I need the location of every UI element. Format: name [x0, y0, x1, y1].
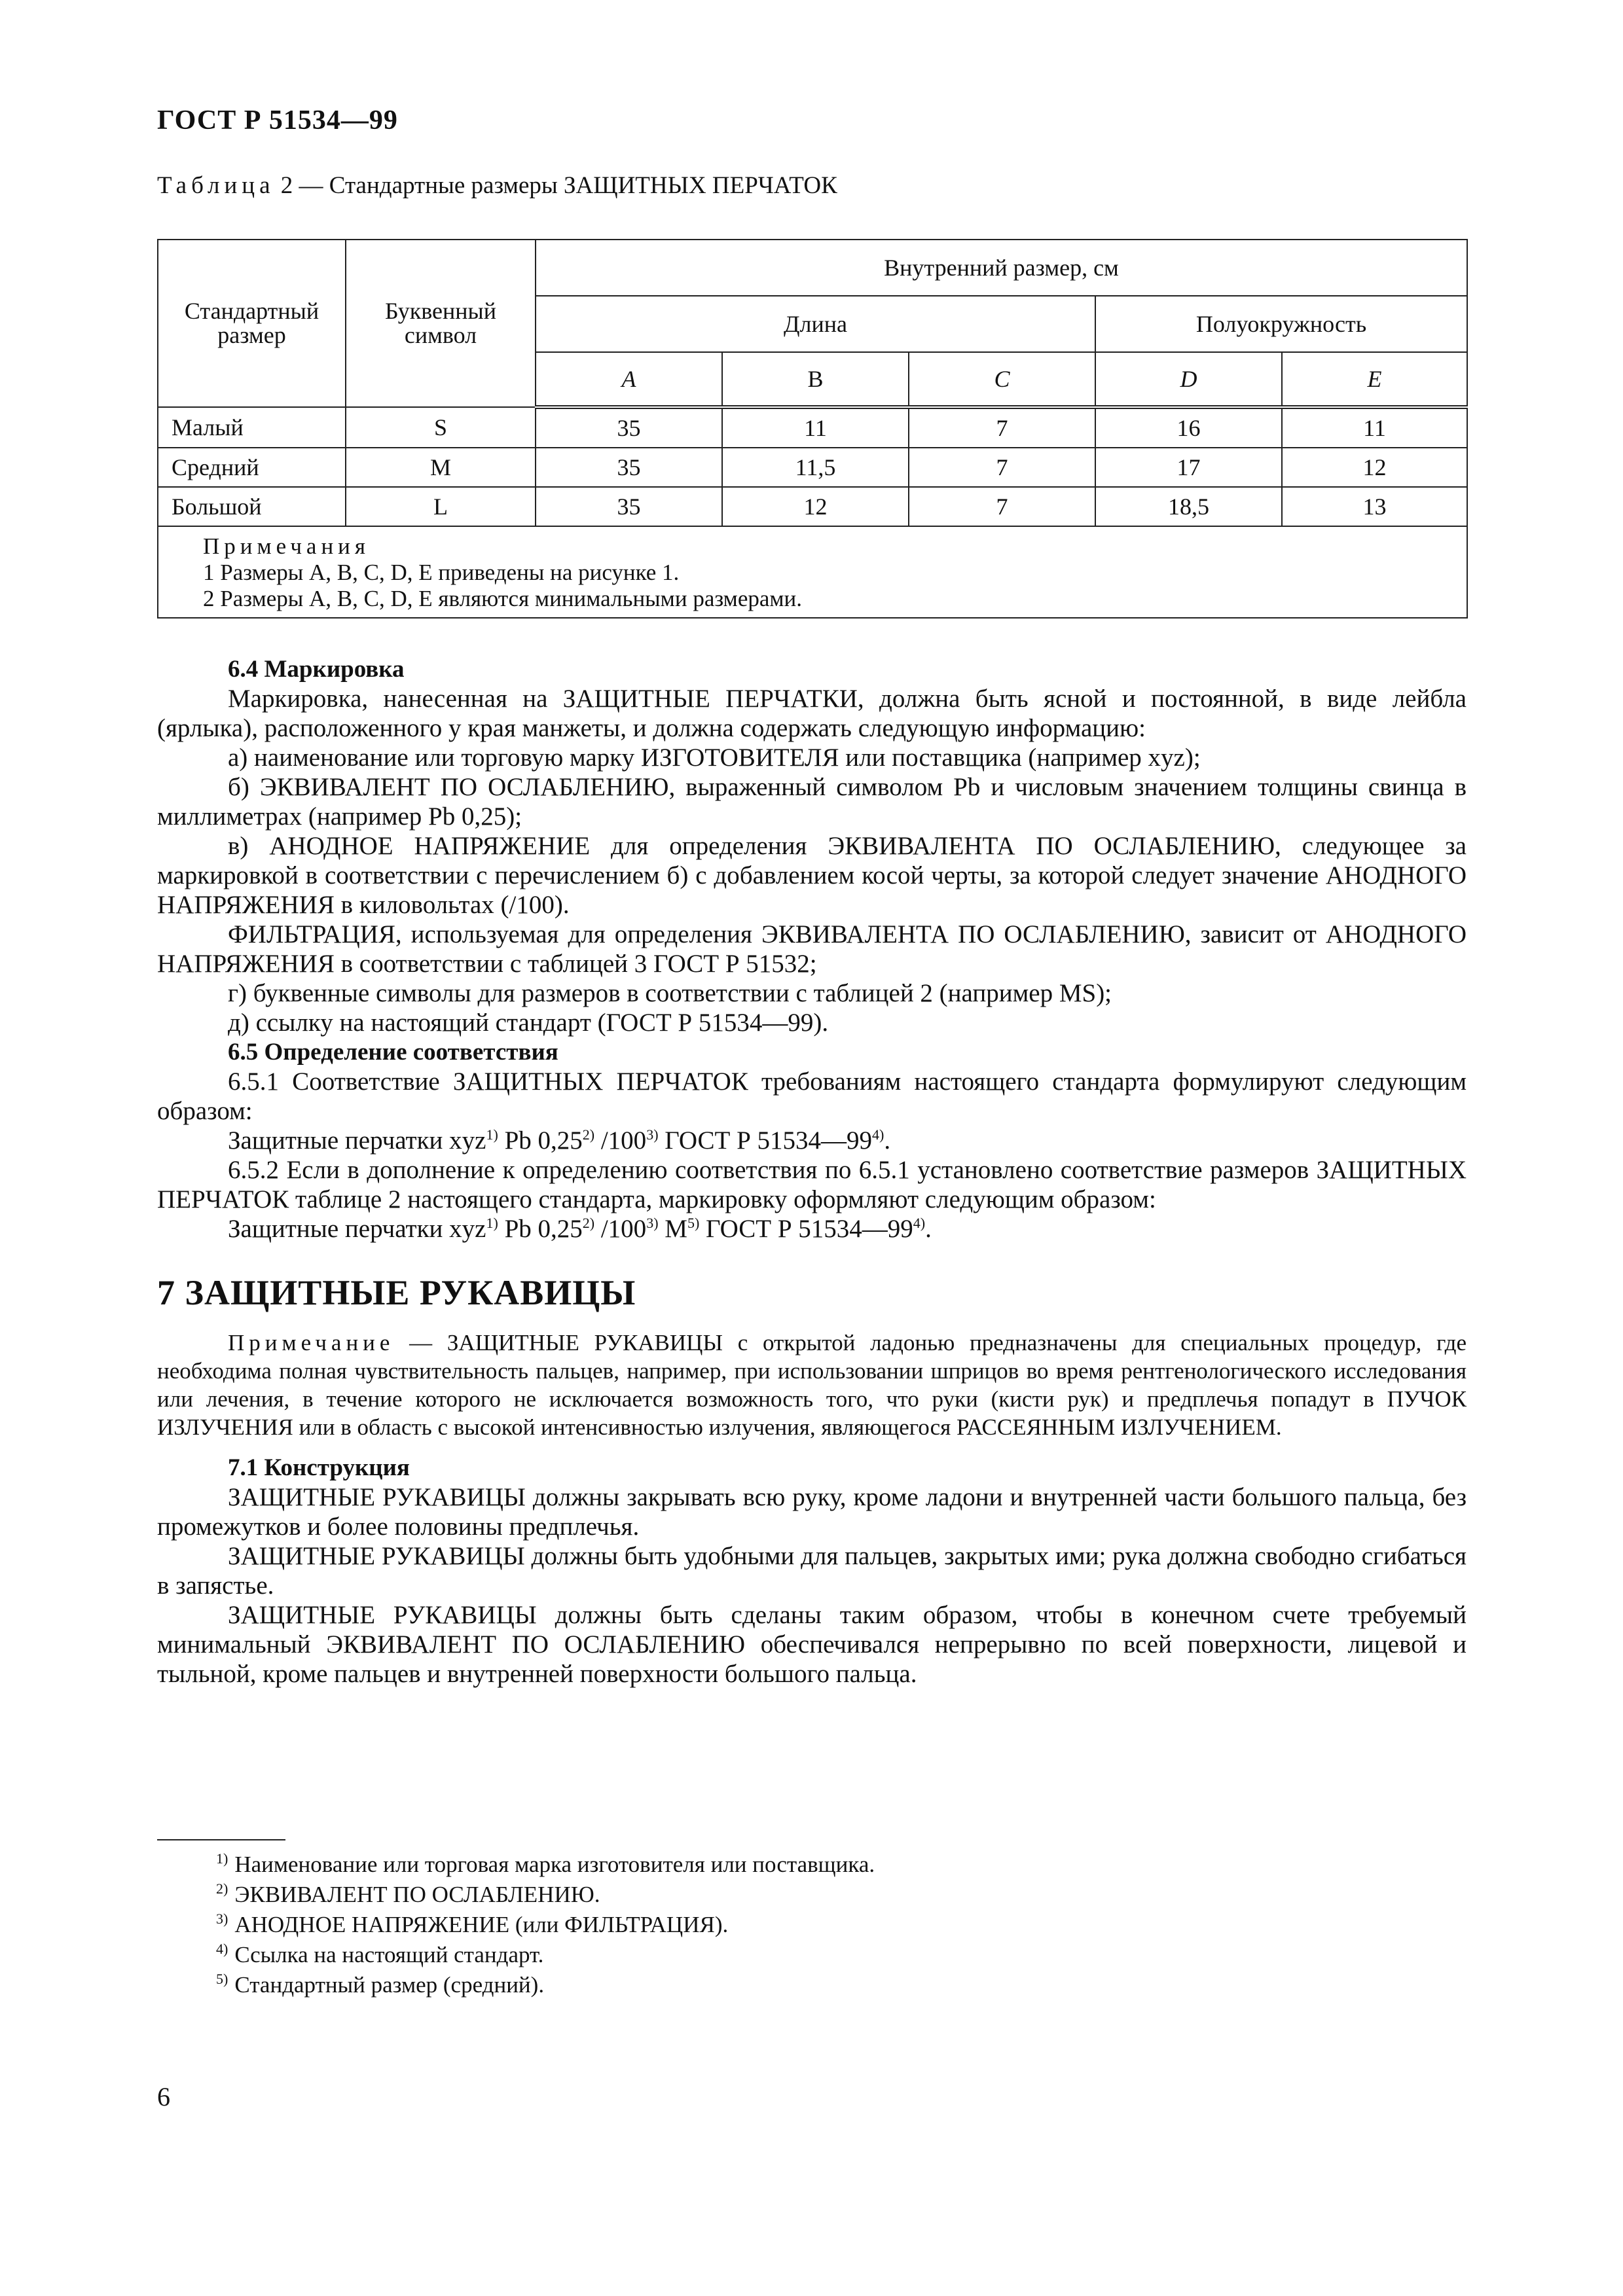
- cell-d: 18,5: [1095, 487, 1282, 526]
- col-header-length: Длина: [536, 296, 1095, 352]
- cell-size: Большой: [158, 487, 346, 526]
- cell-a: 35: [536, 407, 722, 448]
- footnote-separator: [157, 1839, 285, 1840]
- para-6-5-2: 6.5.2 Если в дополнение к определению соответствия по 6.5.1 установлено соответствие размеров ЗАЩИТНЫХ ПЕРЧАТОК таблице 2 настоящего стандарта, маркировку оформляют следующим образом:: [157, 1156, 1467, 1213]
- col-header-e: E: [1282, 352, 1467, 407]
- note-word: Примечание: [228, 1330, 395, 1355]
- cell-size: Малый: [158, 407, 346, 448]
- cell-a: 35: [536, 487, 722, 526]
- col-header-a: A: [536, 352, 722, 407]
- cell-d: 17: [1095, 448, 1282, 487]
- table-caption-text: 2 — Стандартные размеры ЗАЩИТНЫХ ПЕРЧАТОК: [280, 172, 837, 199]
- cell-e: 12: [1282, 448, 1467, 487]
- col-header-d: D: [1095, 352, 1282, 407]
- sizes-table: [157, 239, 1468, 619]
- cell-symbol: S: [346, 407, 536, 448]
- table-row: [158, 448, 1467, 487]
- cell-b: 11: [722, 407, 909, 448]
- table-notes-row: [158, 526, 1467, 618]
- footnote-4: $^{4)}$ Ссылка на настоящий стандарт.: [216, 1941, 544, 1967]
- note-2: 2 Размеры A, B, C, D, E являются минимальными размерами.: [203, 586, 803, 611]
- footnote-5: $^{5)}$ Стандартный размер (средний).: [216, 1971, 545, 1998]
- cell-c: 7: [909, 407, 1095, 448]
- cell-c: 7: [909, 487, 1095, 526]
- footnote-1: $^{1)}$ Наименование или торговая марка изготовителя или поставщика.: [216, 1850, 875, 1877]
- cell-e: 11: [1282, 407, 1467, 448]
- note-1: 1 Размеры A, B, C, D, E приведены на рисунке 1.: [203, 560, 680, 585]
- table-row: [158, 407, 1467, 448]
- cell-d: 16: [1095, 407, 1282, 448]
- col-header-symbol: Буквенный символ: [346, 240, 536, 407]
- col-header-size: Стандартный размер: [158, 240, 346, 407]
- cell-symbol: L: [346, 487, 536, 526]
- section-6-4-intro: Маркировка, нанесенная на ЗАЩИТНЫЕ ПЕРЧАТКИ, должна быть ясной и постоянной, в виде лейбла (ярлыка), расположенного у края манжеты, и должна содержать следующую информацию:: [157, 685, 1467, 742]
- section-7-1-title: 7.1 Конструкция: [228, 1454, 410, 1481]
- item-b: б) ЭКВИВАЛЕНТ ПО ОСЛАБЛЕНИЮ, выраженный символом Pb и числовым значением толщины свинца в миллиметрах (например Pb 0,25);: [157, 773, 1467, 831]
- marking-example-2: Защитные перчатки xyz$^{1)}$ Pb 0,25$^{2)}$ /100$^{3)}$ $M^{5)}$ ГОСТ Р 51534—99$^{4)}$.: [228, 1215, 932, 1243]
- section-7-note: [157, 1329, 1467, 1441]
- para-7-1-a: ЗАЩИТНЫЕ РУКАВИЦЫ должны закрывать всю руку, кроме ладони и внутренней части большого пальца, без промежутков и более половины предплечья.: [157, 1483, 1467, 1541]
- para-7-1-b: ЗАЩИТНЫЕ РУКАВИЦЫ должны быть удобными для пальцев, закрытых ими; рука должна свободно сгибаться в запястье.: [157, 1542, 1467, 1600]
- marking-example-1: Защитные перчатки xyz$^{1)}$ Pb 0,25$^{2)}$ /100$^{3)}$ ГОСТ Р 51534—99$^{4)}$.: [228, 1126, 891, 1155]
- item-d: д) ссылку на настоящий стандарт (ГОСТ Р 51534—99).: [228, 1009, 829, 1037]
- col-header-semicircle: Полуокружность: [1095, 296, 1467, 352]
- cell-size: Средний: [158, 448, 346, 487]
- item-a: а) наименование или торговую марку ИЗГОТОВИТЕЛЯ или поставщика (например xyz);: [228, 744, 1201, 772]
- page-number: 6: [157, 2082, 170, 2111]
- table-notes: [158, 526, 1467, 618]
- cell-symbol: M: [346, 448, 536, 487]
- filtration-paragraph: ФИЛЬТРАЦИЯ, используемая для определения ЭКВИВАЛЕНТА ПО ОСЛАБЛЕНИЮ, зависит от АНОДНОГО НАПРЯЖЕНИЯ в соответствии с таблицей 3 ГОСТ Р 51532;: [157, 920, 1467, 978]
- document-header: ГОСТ Р 51534—99: [157, 105, 398, 135]
- item-v: в) АНОДНОЕ НАПРЯЖЕНИЕ для определения ЭКВИВАЛЕНТА ПО ОСЛАБЛЕНИЮ, следующее за маркировкой в соответствии с перечислением б) с добавлением косой черты, за которой следует значение АНОДНОГО НАПРЯЖЕНИЯ в киловольтах (/100).: [157, 832, 1467, 919]
- item-g: г) буквенные символы для размеров в соответствии с таблицей 2 (например MS);: [228, 979, 1112, 1007]
- table-row: [158, 487, 1467, 526]
- col-header-b: B: [722, 352, 909, 407]
- cell-b: 11,5: [722, 448, 909, 487]
- main-text: [157, 655, 1467, 1689]
- table-header-row-1: [158, 240, 1467, 296]
- cell-c: 7: [909, 448, 1095, 487]
- section-6-4-title: 6.4 Маркировка: [228, 656, 405, 683]
- footnote-2: $^{2)}$ ЭКВИВАЛЕНТ ПО ОСЛАБЛЕНИЮ.: [216, 1880, 600, 1907]
- cell-b: 12: [722, 487, 909, 526]
- section-6-5-title: 6.5 Определение соответствия: [228, 1039, 558, 1066]
- cell-e: 13: [1282, 487, 1467, 526]
- table-caption: [157, 171, 837, 200]
- footnote-3: $^{3)}$ АНОДНОЕ НАПРЯЖЕНИЕ (или ФИЛЬТРАЦИЯ).: [216, 1910, 729, 1937]
- col-header-c: C: [909, 352, 1095, 407]
- para-6-5-1: 6.5.1 Соответствие ЗАЩИТНЫХ ПЕРЧАТОК требованиям настоящего стандарта формулируют следующим образом:: [157, 1067, 1467, 1125]
- para-7-1-c: ЗАЩИТНЫЕ РУКАВИЦЫ должны быть сделаны таким образом, чтобы в конечном счете требуемый минимальный ЭКВИВАЛЕНТ ПО ОСЛАБЛЕНИЮ обеспечивался непрерывно по всей поверхности, лицевой и тыльной, кроме пальцев и внутренней поверхности большого пальца.: [157, 1601, 1467, 1688]
- note-text: — ЗАЩИТНЫЕ РУКАВИЦЫ с открытой ладонью предназначены для специальных процедур, где необходима полная чувствительность пальцев, например, при использовании шприцов во время рентгенологического исследования или лечения, в течение которого не исключается возможность того, что руки (кисти рук) и предплечья попадут в ПУЧОК ИЗЛУЧЕНИЯ или в область с высокой интенсивностью излучения, являющегося РАССЕЯННЫМ ИЗЛУЧЕНИЕМ.: [157, 1330, 1467, 1440]
- cell-a: 35: [536, 448, 722, 487]
- table-caption-word: Таблица: [157, 172, 275, 199]
- col-header-inner-size: Внутренний размер, см: [536, 240, 1467, 296]
- notes-title: Примечания: [203, 533, 371, 559]
- section-7-title: 7 ЗАЩИТНЫЕ РУКАВИЦЫ: [157, 1273, 636, 1312]
- footnotes: [216, 1850, 875, 2000]
